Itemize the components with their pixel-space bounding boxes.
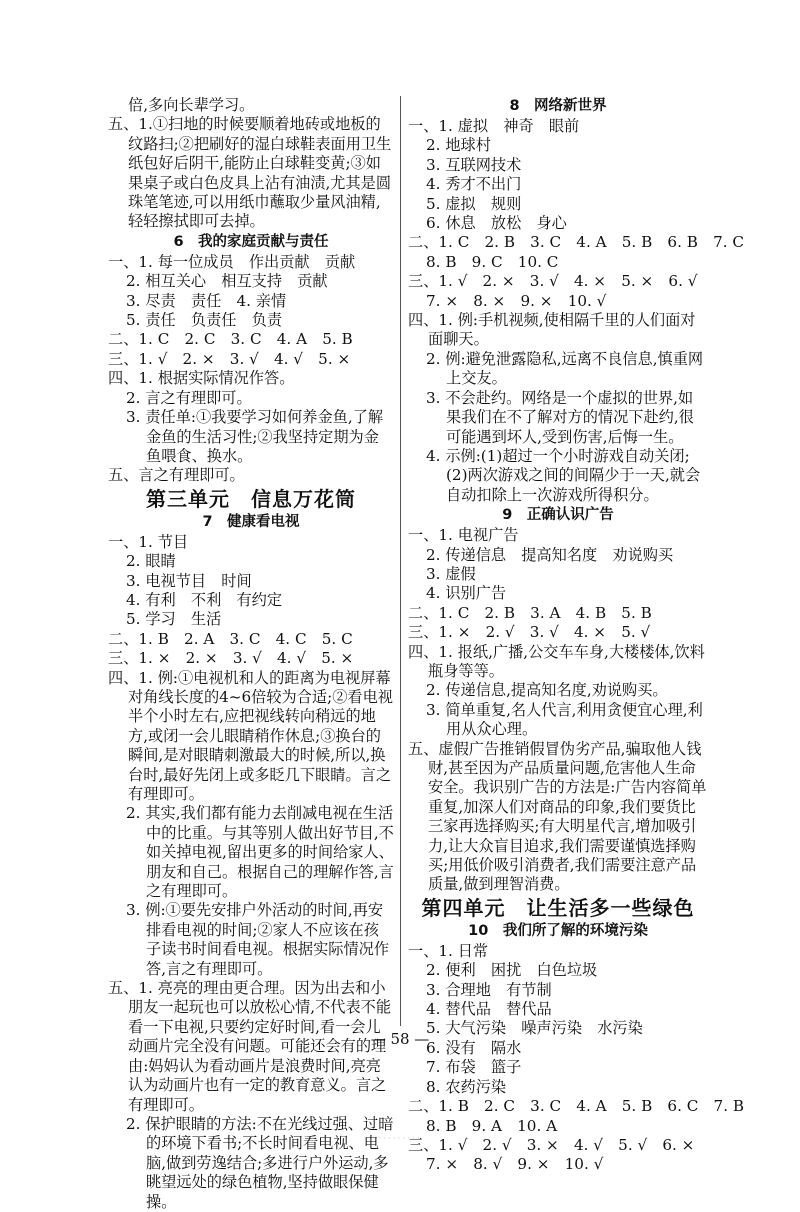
answer-line: 3. 电视节目 时间	[126, 571, 252, 590]
answer-line: 7. × 8. √ 9. × 10. √	[426, 1155, 604, 1174]
answer-line: 三、1. × 2. × 3. √ 4. √ 5. ×	[108, 649, 354, 668]
answer-line: 2. 传递信息 提高知名度 劝说购买	[426, 545, 674, 564]
answer-line: 6. 没有 隔水	[426, 1038, 522, 1057]
answer-line: 8. B 9. A 10. A	[426, 1116, 558, 1135]
answer-line: 四、1. 例:手机视频,使相隔千里的人们面对面聊天。	[408, 311, 696, 349]
answer-line: 2. 例:避免泄露隐私,远离不良信息,慎重网上交友。	[426, 349, 704, 388]
answer-line: 二、1. C 2. B 3. A 4. B 5. B	[408, 603, 652, 622]
right-column	[408, 96, 745, 1175]
answer-line: 2. 地球村	[426, 136, 491, 155]
answer-line: 5. 大气污染 噪声污染 水污染	[426, 1019, 643, 1038]
answer-line: 2. 传递信息,提高知名度,劝说购买。	[426, 681, 668, 700]
answer-line: 四、1. 例:①电视机和人的距离为电视屏幕对角线长度的4~6倍较为合适;②看电视半个小时左右,应把视线转向稍远的地方,或闭一会儿眼睛稍作休息;③换台的瞬间,是对眼睛刺激最大的时候,所以,换台时,最好先闭上或多眨几下眼睛。言之有理即可。	[108, 668, 393, 803]
unit-heading: 第三单元 信息万花筒	[146, 486, 356, 511]
section-heading: 6 我的家庭贡献与责任	[173, 233, 329, 250]
answer-line: 3. 合理地 有节制	[426, 980, 552, 999]
page-number: — 58 —	[370, 1030, 430, 1048]
answer-line: 2. 相互关心 相互支持 贡献	[126, 272, 328, 291]
answer-line: 6. 休息 放松 身心	[426, 214, 567, 233]
answer-line: 四、1. 根据实际情况作答。	[108, 369, 295, 388]
answer-line: 2. 言之有理即可。	[126, 388, 252, 407]
answer-line: 4. 有利 不利 有约定	[126, 590, 283, 609]
answer-line: 8. 农药污染	[426, 1077, 507, 1096]
answer-line: 3. 尽责 责任 4. 亲情	[126, 291, 287, 310]
answer-line: 一、1. 每一位成员 作出贡献 贡献	[108, 252, 356, 271]
answer-line: 二、1. B 2. C 3. C 4. A 5. B 6. C 7. B	[408, 1097, 745, 1116]
answer-line: 三、1. √ 2. × 3. √ 4. √ 5. ×	[108, 349, 351, 368]
answer-line: 3. 责任单:①我要学习如何养金鱼,了解金鱼的生活习性;②我坚持定期为金鱼喂食、换水。	[126, 408, 384, 465]
answer-line: 2. 便利 困扰 白色垃圾	[426, 961, 598, 980]
answer-line: 三、1. √ 2. √ 3. × 4. √ 5. √ 6. ×	[408, 1135, 695, 1154]
answer-line: 四、1. 报纸,广播,公交车车身,大楼楼体,饮料瓶身等等。	[408, 642, 705, 680]
answer-line: 一、1. 节目	[108, 532, 189, 551]
answer-line: 5. 虚拟 规则	[426, 194, 522, 213]
answer-line: 5. 责任 负责任 负责	[126, 311, 283, 330]
answer-line: 7. × 8. × 9. × 10. √	[426, 291, 607, 310]
answer-line: 五、1.①扫地的时候要顺着地砖或地板的纹路扫;②把刷好的湿白球鞋表面用卫生纸包好后阴干,能防止白球鞋变黄;③如果桌子或白色皮具上沾有油渍,尤其是圆珠笔笔迹,可以用纸巾蘸取少量风油精,轻轻擦拭即可去掉。	[108, 115, 392, 231]
section-heading: 7 健康看电视	[202, 513, 300, 530]
answer-line: 一、1. 电视广告	[408, 526, 519, 545]
answer-line: 3. 例:①要先安排户外活动的时间,再安排看电视的时间;②家人不应该在孩子读书时间看电视。根据实际情况作答,言之有理即可。	[126, 901, 389, 978]
answer-line: 五、虚假广告推销假冒伪劣产品,骗取他人钱财,甚至因为产品质量问题,危害他人生命安全。我识别广告的方法是:广告内容简单重复,加深人们对商品的印象,我们要货比三家再选择购买;有大明星代言,增加吸引力,让大众盲目追求,我们需要谨慎选择购买;用低价吸引消费者,我们需要注意产品质量,做到理智消费。	[408, 739, 707, 894]
answer-line: 2. 保护眼睛的方法:不在光线过强、过暗的环境下看书;不长时间看电视、电脑,做到劳逸结合;多进行户外运动,多眺望远处的绿色植物,坚持做眼保健操。	[126, 1114, 394, 1211]
answer-line: 4. 替代品 替代品	[426, 1000, 552, 1019]
answer-line: 一、1. 虚拟 神奇 眼前	[408, 117, 580, 135]
answer-line: 五、言之有理即可。	[108, 466, 245, 485]
answer-line: 5. 学习 生活	[126, 610, 222, 629]
answer-line: 4. 秀才不出门	[426, 175, 522, 194]
unit-heading: 第四单元 让生活多一些绿色	[421, 895, 695, 920]
answer-line: 二、1. B 2. A 3. C 4. C 5. C	[108, 629, 353, 648]
section-heading: 10 我们所了解的环境污染	[468, 922, 648, 939]
column-divider	[400, 96, 401, 1026]
answer-line: 二、1. C 2. B 3. C 4. A 5. B 6. B 7. C	[408, 233, 745, 252]
answer-line: 二、1. C 2. C 3. C 4. A 5. B	[108, 330, 353, 349]
section-heading: 9 正确认识广告	[502, 507, 614, 524]
answer-line: 3. 互联网技术	[426, 155, 522, 174]
answer-line: 2. 其实,我们都有能力去削减电视在生活中的比重。与其等别人做出好节目,不如关掉电视,留出更多的时间给家人、朋友和自己。根据自己的理解作答,言之有理即可。	[126, 804, 394, 901]
answer-line: 一、1. 日常	[408, 941, 489, 960]
answer-line: 4. 识别广告	[426, 584, 507, 603]
answer-line: 3. 不会赴约。网络是一个虚拟的世界,如果我们在不了解对方的情况下赴约,很可能遇到坏人,受到伤害,后悔一生。	[426, 388, 694, 446]
answer-line: 3. 虚假	[426, 564, 476, 583]
answer-line: 4. 示例:(1)超过一个小时游戏自动关闭;(2)两次游戏之间的间隔少于一天,就会自动扣除上一次游戏所得积分。	[426, 446, 701, 504]
answer-line: 2. 眼睛	[126, 552, 176, 571]
footer-watermark: ·········	[378, 1134, 422, 1144]
answer-line: 三、1. √ 2. × 3. √ 4. × 5. × 6. √	[408, 272, 698, 291]
answer-line: 7. 布袋 篮子	[426, 1058, 522, 1077]
answer-line: 8. B 9. C 10. C	[426, 252, 559, 271]
answer-line: 倍,多向长辈学习。	[128, 96, 255, 114]
answer-line: 三、1. × 2. √ 3. √ 4. × 5. √	[408, 623, 651, 642]
answer-line: 3. 简单重复,名人代言,利用贪便宜心理,利用从众心理。	[426, 700, 703, 739]
answer-line: 五、1. 亮亮的理由更合理。因为出去和小朋友一起玩也可以放松心情,不代表不能看一下电视,只要约定好时间,看一会儿动画片完全没有问题。可能还会有的理由:妈妈认为看动画片是浪费时间,亮亮认为动画片也有一定的教育意义。言之有理即可。	[108, 979, 392, 1114]
section-heading: 8 网络新世界	[509, 98, 607, 114]
